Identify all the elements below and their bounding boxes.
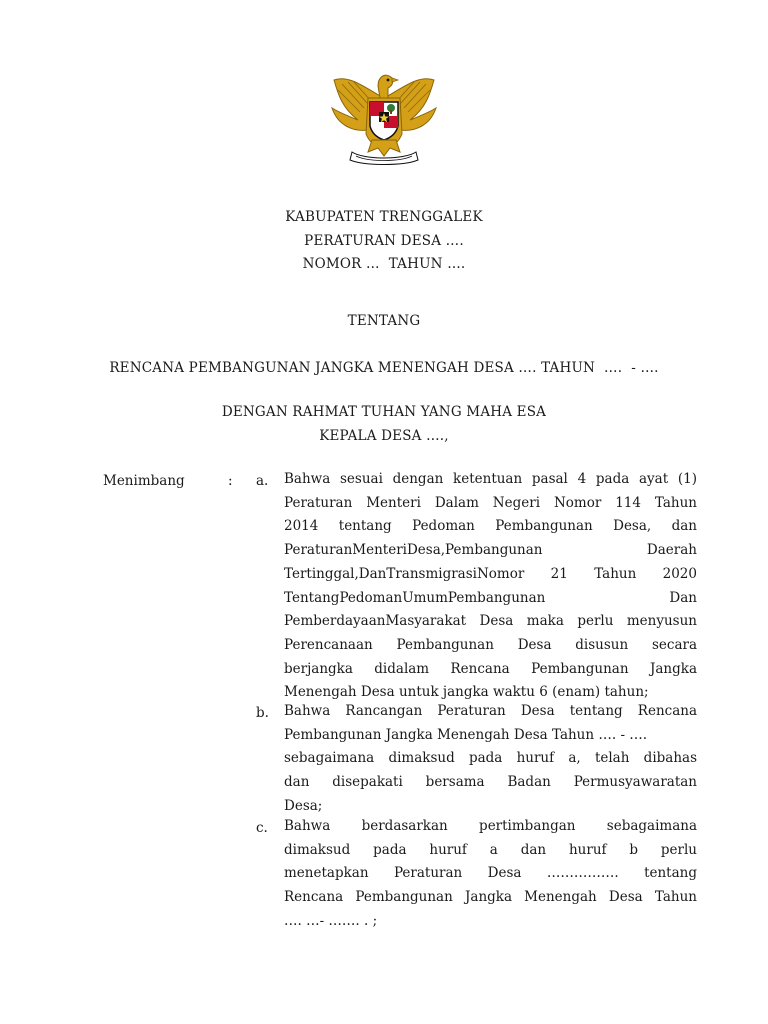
preamble-line: DENGAN RAHMAT TUHAN YANG MAHA ESA — [221, 404, 547, 420]
item-b-body — [284, 700, 697, 819]
item-a-line: Perencanaan Pembangunan Desa disusun secara — [284, 636, 697, 653]
menimbang-colon: : — [228, 473, 233, 489]
item-b-line: Pembangunan Jangka Menengah Desa Tahun …. - …. — [284, 726, 648, 743]
garuda-pancasila-icon — [328, 68, 440, 166]
item-b-line: Desa; — [284, 797, 323, 814]
item-c-line: …. …- ……. . ; — [284, 912, 378, 929]
issuer-line: KEPALA DESA …., — [319, 428, 449, 444]
item-a-line: PemberdayaanMasyarakat Desa maka perlu menyusun — [284, 613, 697, 630]
regulation-subject: RENCANA PEMBANGUNAN JANGKA MENENGAH DESA …. TAHUN …. - …. — [109, 360, 659, 376]
item-a-line: Menengah Desa untuk jangka waktu 6 (enam) tahun; — [284, 684, 649, 701]
item-a-line: Tertinggal,DanTransmigrasiNomor 21 Tahun 2020 — [284, 565, 697, 582]
item-c-body — [284, 815, 697, 934]
item-b-line: dan disepakati bersama Badan Permusyawaratan — [284, 774, 697, 791]
item-a-letter: a. — [256, 473, 269, 489]
item-c-line: Rencana Pembangunan Jangka Menengah Desa Tahun — [284, 889, 697, 906]
item-b-line: sebagaimana dimaksud pada huruf a, telah dibahas — [284, 750, 697, 767]
item-a-body — [284, 468, 697, 705]
garuda-emblem — [328, 68, 440, 166]
menimbang-label: Menimbang — [103, 473, 185, 489]
item-b-letter: b. — [256, 705, 269, 721]
item-c-line: Bahwa berdasarkan pertimbangan sebagaimana — [284, 818, 697, 834]
item-c-line: dimaksud pada huruf a dan huruf b perlu — [284, 841, 697, 858]
item-a-line: berjangka didalam Rencana Pembangunan Jangka — [284, 660, 697, 677]
item-c-letter: c. — [256, 820, 268, 836]
item-a-line: 2014 tentang Pedoman Pembangunan Desa, dan — [284, 518, 697, 535]
regulation-number: NOMOR … TAHUN …. — [302, 256, 466, 272]
regulation-title: PERATURAN DESA …. — [304, 233, 464, 249]
item-a-line: Peraturan Menteri Dalam Negeri Nomor 114 Tahun — [284, 494, 697, 511]
item-b-line: Bahwa Rancangan Peraturan Desa tentang Rencana — [284, 703, 697, 719]
item-c-line: menetapkan Peraturan Desa ……………. tentang — [284, 865, 697, 882]
regency-name: KABUPATEN TRENGGALEK — [285, 209, 483, 225]
item-a-line: Bahwa sesuai dengan ketentuan pasal 4 pada ayat (1) — [284, 471, 697, 487]
item-a-line: TentangPedomanUmumPembangunan Dan — [284, 589, 697, 606]
item-a-line: PeraturanMenteriDesa,Pembangunan Daerah — [284, 542, 697, 559]
tentang-heading: TENTANG — [347, 313, 421, 329]
